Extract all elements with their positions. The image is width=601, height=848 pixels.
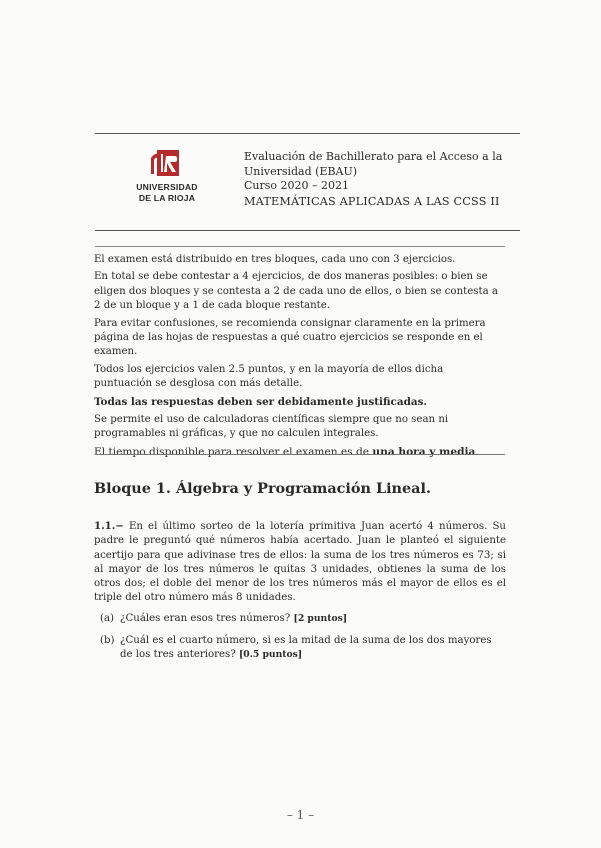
page-number: – 1 – bbox=[286, 808, 315, 822]
exercise-items bbox=[100, 612, 506, 670]
time-note-suffix: . bbox=[475, 445, 479, 458]
exercise-statement bbox=[94, 519, 506, 606]
item-label: (b) bbox=[100, 635, 115, 646]
list-item bbox=[100, 612, 506, 626]
exercise-number: 1.1.− bbox=[94, 520, 124, 532]
item-points: [2 puntos] bbox=[293, 613, 348, 624]
item-text: ¿Cuáles eran esos tres números? bbox=[120, 613, 294, 624]
calculator-note: Se permite el uso de calculadoras científicas siempre que no sean ni programables ni gráficas, y que no calculen integrales. bbox=[94, 414, 449, 440]
header-box bbox=[95, 133, 520, 231]
instruction-paragraph: En total se debe contestar a 4 ejercicios, de dos maneras posibles: o bien se eligen dos bloques y se contesta a 2 de cada uno de ellos, o bien se contesta a 2 de un bloque y a 1 de cada bloque restante. bbox=[94, 271, 498, 312]
course-year: Curso 2020 – 2021 bbox=[244, 179, 350, 192]
university-emblem-icon bbox=[149, 148, 185, 178]
university-name-line2: DE LA RIOJA bbox=[138, 193, 196, 203]
section-title: Bloque 1. Álgebra y Programación Lineal. bbox=[94, 480, 431, 497]
divider bbox=[95, 246, 505, 247]
time-note-prefix: El tiempo disponible para resolver el examen es de bbox=[94, 445, 373, 458]
justification-note: Todas las respuestas deben ser debidamente justificadas. bbox=[94, 395, 428, 408]
item-text: ¿Cuál es el cuarto número, si es la mitad de la suma de los dos mayores de los tres anteriores? bbox=[120, 635, 492, 660]
subject-title: MATEMÁTICAS APLICADAS A LAS CCSS II bbox=[244, 194, 500, 208]
time-duration: una hora y media bbox=[372, 445, 476, 458]
instructions bbox=[94, 253, 504, 462]
exam-heading bbox=[244, 150, 519, 209]
instruction-paragraph: Todos los ejercicios valen 2.5 puntos, y en la mayoría de ellos dicha puntuación se desglosa con más detalle. bbox=[94, 363, 444, 390]
exam-title-line2: Universidad (EBAU) bbox=[244, 164, 358, 178]
instruction-paragraph: El examen está distribuido en tres bloques, cada uno con 3 ejercicios. bbox=[94, 254, 456, 265]
exam-title-line1: Evaluación de Bachillerato para el Acceso a la bbox=[244, 150, 503, 163]
instruction-paragraph: Para evitar confusiones, se recomienda consignar claramente en la primera página de las hojas de respuestas a qué cuatro ejercicios se responde en el examen. bbox=[94, 317, 486, 358]
item-points: [0.5 puntos] bbox=[238, 649, 303, 660]
item-label: (a) bbox=[100, 613, 115, 624]
university-name-line1: UNIVERSIDAD bbox=[136, 182, 198, 192]
university-logo bbox=[117, 148, 217, 218]
time-note bbox=[94, 445, 504, 459]
divider bbox=[95, 454, 505, 455]
list-item bbox=[100, 634, 506, 662]
exercise-text: En el último sorteo de la lotería primitiva Juan acertó 4 números. Su padre le preguntó qué números había acertado. Juan le planteó el siguiente acertijo para que adivinase tres de ellos: la suma de los tres números es 73; si al mayor de los tres números le quitas 3 unidades, obtienes la suma de los otros dos; el doble del menor de los tres números más el mayor de ellos es el triple del otro número más 8 unidades. bbox=[94, 521, 506, 604]
